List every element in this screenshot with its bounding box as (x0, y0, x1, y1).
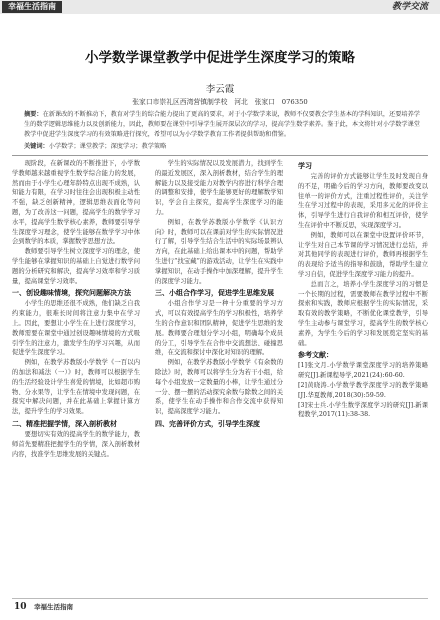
column-2 (155, 159, 283, 430)
paragraph: 小组合作学习是一种十分重要的学习方式，可以有效提高学生的学习积极性，培养学生的合作意识和团队精神，促进学生思维的发展。教师要合理划分学习小组，明确每个成员的分工，引导学生在合作中交流想法、碰撞思维，在交流和探讨中深化对知识的理解。 (155, 300, 283, 357)
author-name: 李云霞 (205, 84, 235, 95)
paragraph: 要想切实有效的提高学生的数学能力，教师首先要精准把握学生的学情，深入剖析教材内容，找准学生思维发展的关键点。 (12, 430, 140, 458)
references-title: 参考文献： (298, 351, 333, 360)
page-number: 10 (14, 602, 27, 612)
abstract-text: 在新课改的不断推动下，教育对学生的综合能力提出了更高的要求，对于小学数学来说，教师不仅要教会学生基本的学科知识，还要培养学生的数学逻辑思维能力以及创新能力，因此，教师要在课堂中引导学生展开深层次的学习，提高学生数学素养。鉴于此，本文将针对小学数学课堂教学中促进学生深度学习的有效策略进行探究，希望可以为小学数学教育工作者提供帮助和借鉴。 (24, 111, 420, 138)
divider (12, 155, 428, 156)
section-heading: 三、小组合作学习，促进学生思维发展 (155, 289, 274, 298)
reference-item: [1]张文月.小学数学课堂深度学习的培养策略研究[J].新课程导学,2021(24):60-60. (298, 362, 428, 380)
reference-item: [2]黄晓涛.小学数学教学深度学习的教学策略[J].华夏教师,2018(30):59-59. (298, 381, 428, 399)
header-bar (0, 0, 440, 14)
paragraph: 例如，教师可以在课堂中设置评价环节，让学生对自己本节课的学习情况进行总结，并对其他同学的表现进行评价，教师再根据学生的表现给予适当的指导和鼓励，帮助学生建立学习自信，促进学生深度学习能力的提升。 (298, 231, 428, 278)
section-heading: 学习 (298, 162, 312, 170)
column-1 (12, 159, 140, 459)
reference-item: [3]宋士兵.小学生数学深度学习的研究[J].新课程教学,2017(11):38-38. (298, 401, 428, 419)
paragraph: 小学生的思维还很不成熟，他们缺乏自我约束能力，很难长时间将注意力集中在学习上。因此，要想让小学生在上进行深度学习，教师需要在课堂中通过创设趣味情境的方式吸引学生的注意力，激发学生的学习兴趣，从而促进学生深度学习。 (12, 300, 140, 357)
paragraph: 例如，在教学苏教版小学数学《认识方向》时，教师可以在课前对学生的实际情况进行了解，引导学生结合生活中的实际场景辨认方向，在此基础上给出课本中的问题，帮助学生进行“找宝藏”的游戏活动，让学生在实践中掌握知识，在动手操作中加深理解，提升学生的深度学习能力。 (155, 218, 283, 285)
paragraph: 教师要引导学生树立深度学习的理念，使学生能够在掌握知识的基础上自觉进行数学问题的分析研究和解决，提高学习效率和学习质量，提高课堂学习效率。 (12, 248, 140, 285)
section-heading: 二、精准把握学情，深入剖析教材 (12, 419, 117, 428)
paragraph: 完善的评价方式能够让学生及时发现自身的不足，明确今后的学习方向，教师要改变以往单一的评价方式，注重过程性评价，关注学生在学习过程中的表现，采用多元化的评价主体，引导学生进行自我评价和相互评价，使学生在评价中不断反思，实现深度学习。 (298, 173, 428, 229)
section-heading: 一、创设趣味情境，探究问题解决方法 (12, 289, 131, 298)
paragraph: 例如，在教学苏教版小学数学《一百以内的加法和减法（一）》时，教师可以根据学生的生活经验设计学生喜爱的情境，比如超市购物、分水果等，让学生在情境中发现问题，在探究中解决问题，并在此基础上掌握计算方法，提升学生的学习效果。 (12, 359, 140, 416)
section-label: 教学交流 (391, 2, 428, 12)
paragraph: 学生的实际情况以及发展潜力，找到学生的最近发展区，深入剖析教材，结合学生的理解能力以及接受能力对教学内容进行科学合理的调整和安排，使学生能够更好的理解数学知识，学会自主探究，提高学生深度学习的能力。 (155, 160, 283, 216)
paragraph: 现阶段，在新课改的不断推进下，小学数学教师越来越重视学生数学综合能力的发展，然而由于小学生心理年龄特点出现不成熟，认知能力有限，在学习时往往会出现积极主动性不强，缺乏创新精神，逻辑思维表面化等问题，为了改善这一问题，提高学生的数学学习水平，提高学生数学核心素养，教师要引导学生深度学习理念，使学生能够在数学学习中体会到数学的本质，掌握数学思想方法。 (12, 160, 140, 246)
keywords (24, 142, 420, 151)
paragraph: 总而言之，培养小学生深度学习的习惯是一个长期的过程，需要教师在教学过程中不断探索和实践，教师应根据学生的实际情况，采取有效的教学策略，不断优化课堂教学，引导学生主动参与课堂学习，提高学生的数学核心素养，为学生今后的学习和发展奠定坚实的基础。 (298, 280, 428, 347)
magazine-tag: 幸福生活指南 (2, 1, 62, 13)
article-title: 小学数学课堂教学中促进学生深度学习的策略 (85, 50, 355, 66)
keywords-text: 小学数学；课堂教学；深度学习；教学策略 (48, 143, 167, 150)
footer-magazine: 幸福生活指南 (34, 603, 73, 611)
column-3 (298, 159, 428, 420)
paragraph: 例如，在教学苏教版小学数学《有余数的除法》时，教师可以将学生分为若干小组，给每个小组发放一定数量的小棒，让学生通过分一分、摆一摆的活动探究余数与除数之间的关系，使学生在动手操作和合作交流中获得知识，提高深度学习能力。 (155, 359, 283, 416)
author-affiliation: 张家口市崇礼区西湾营镇制学校 河北 张家口 076350 (132, 98, 308, 106)
footer-rule (12, 598, 428, 619)
section-heading: 四、完善评价方式，引导学生深度 (155, 419, 260, 428)
abstract (24, 110, 420, 140)
abstract-label: 摘要： (24, 111, 43, 118)
keywords-label: 关键词： (24, 143, 49, 150)
